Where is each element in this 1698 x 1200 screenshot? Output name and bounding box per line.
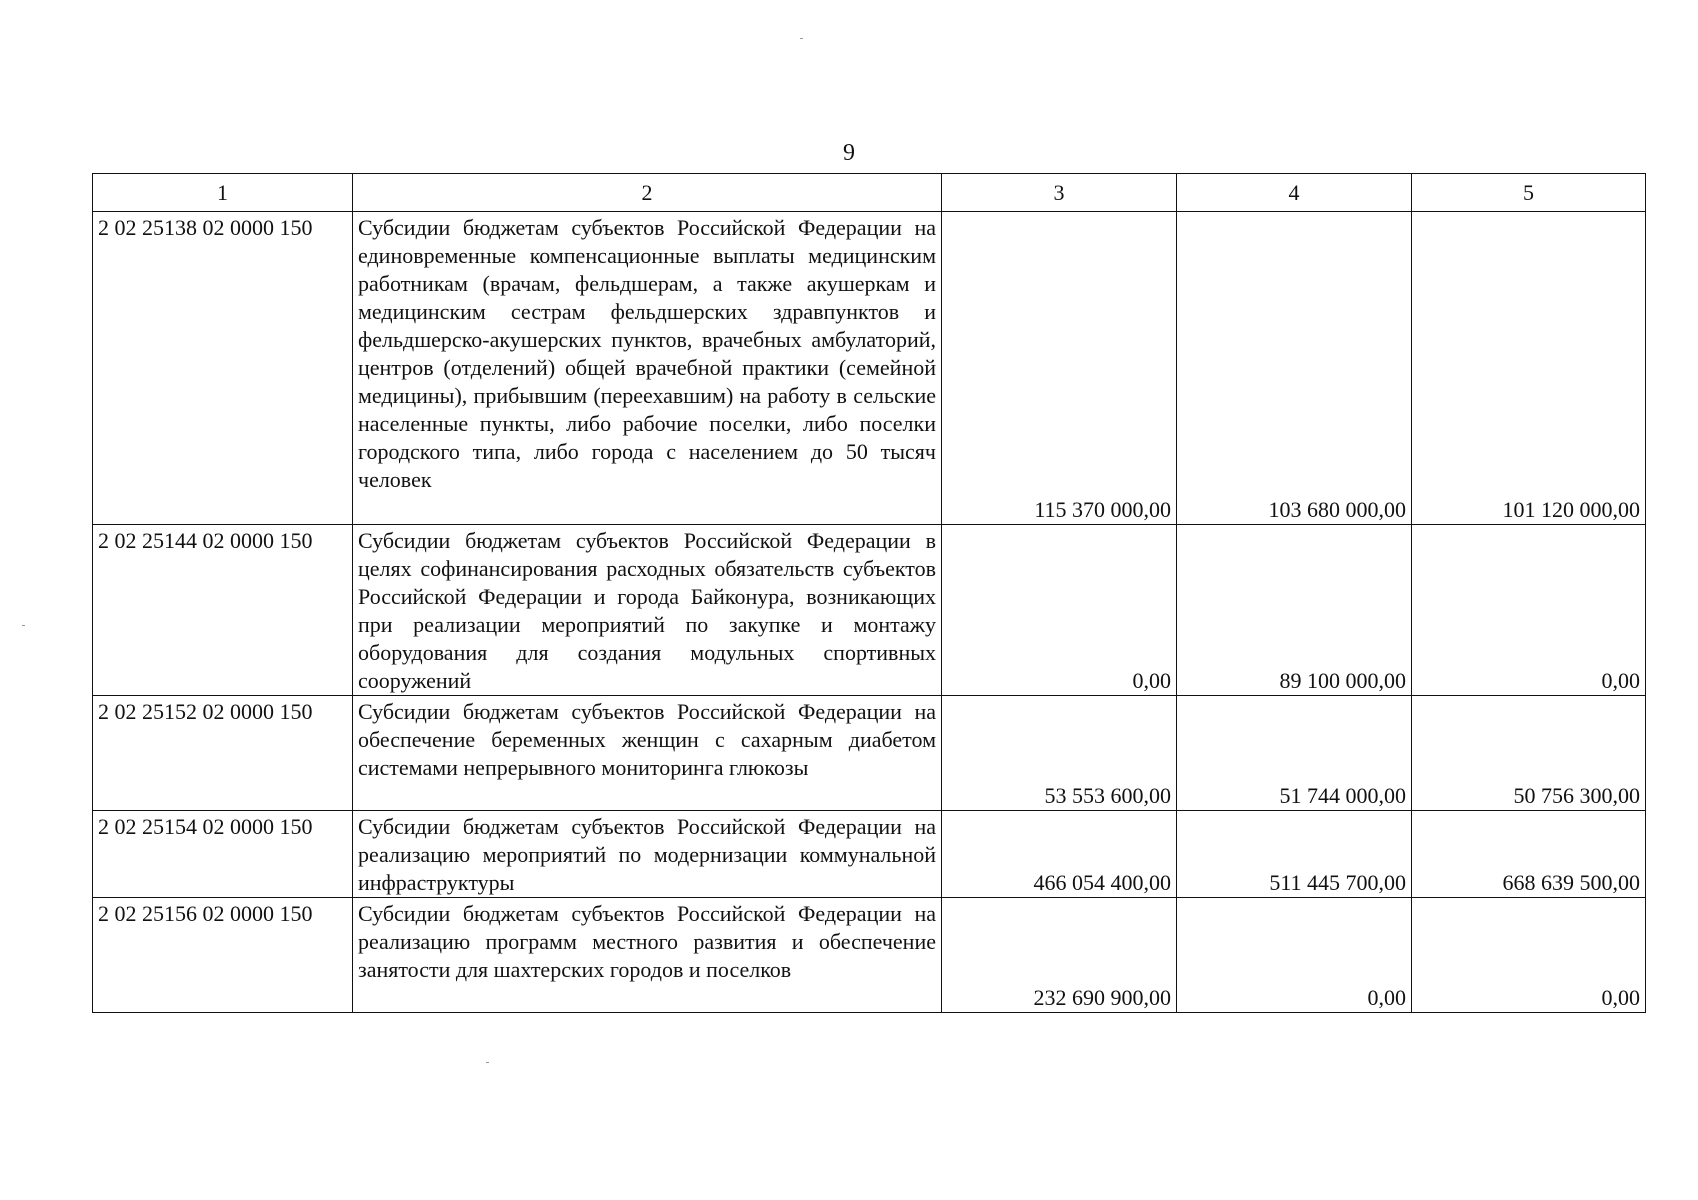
row-amount-col4: 89 100 000,00 (1177, 525, 1412, 696)
row-code: 2 02 25138 02 0000 150 (93, 212, 353, 525)
row-amount-col3: 53 553 600,00 (942, 696, 1177, 811)
table-row (93, 696, 1646, 811)
row-amount-col3: 0,00 (942, 525, 1177, 696)
row-amount-col5: 50 756 300,00 (1412, 696, 1646, 811)
scan-speck (800, 38, 803, 39)
row-code: 2 02 25156 02 0000 150 (93, 898, 353, 1013)
column-header-5: 5 (1412, 174, 1646, 212)
row-description: Субсидии бюджетам субъектов Российской Федерации на реализацию мероприятий по модернизации коммунальной инфраструктуры (353, 811, 942, 898)
budget-table (92, 173, 1646, 1013)
row-amount-col4: 103 680 000,00 (1177, 212, 1412, 525)
table-header-row (93, 174, 1646, 212)
table-row (93, 525, 1646, 696)
column-header-3: 3 (942, 174, 1177, 212)
row-description: Субсидии бюджетам субъектов Российской Федерации на обеспечение беременных женщин с сахарным диабетом системами непрерывного мониторинга глюкозы (353, 696, 942, 811)
row-amount-col5: 668 639 500,00 (1412, 811, 1646, 898)
table-row (93, 898, 1646, 1013)
row-amount-col4: 0,00 (1177, 898, 1412, 1013)
scan-speck (22, 625, 25, 626)
table-row (93, 811, 1646, 898)
row-amount-col4: 51 744 000,00 (1177, 696, 1412, 811)
row-code: 2 02 25152 02 0000 150 (93, 696, 353, 811)
row-amount-col5: 0,00 (1412, 525, 1646, 696)
row-description: Субсидии бюджетам субъектов Российской Федерации на реализацию программ местного развития и обеспечение занятости для шахтерских городов и поселков (353, 898, 942, 1013)
page-number: 9 (843, 140, 855, 166)
table-row (93, 212, 1646, 525)
column-header-4: 4 (1177, 174, 1412, 212)
row-amount-col5: 101 120 000,00 (1412, 212, 1646, 525)
column-header-1: 1 (93, 174, 353, 212)
row-amount-col3: 115 370 000,00 (942, 212, 1177, 525)
row-description: Субсидии бюджетам субъектов Российской Федерации на единовременные компенсационные выплаты медицинским работникам (врачам, фельдшерам, а также акушеркам и медицинским сестрам фельдшерских здравпунктов и фельдшерско-акушерских пунктов, врачебных амбулаторий, центров (отделений) общей врачебной практики (семейной медицины), прибывшим (переехавшим) на работу в сельские населенные пункты, либо рабочие поселки, либо поселки городского типа, либо города с населением до 50 тысяч человек (353, 212, 942, 525)
row-amount-col3: 232 690 900,00 (942, 898, 1177, 1013)
row-amount-col4: 511 445 700,00 (1177, 811, 1412, 898)
row-code: 2 02 25144 02 0000 150 (93, 525, 353, 696)
row-code: 2 02 25154 02 0000 150 (93, 811, 353, 898)
row-amount-col3: 466 054 400,00 (942, 811, 1177, 898)
scan-speck (486, 1062, 489, 1063)
column-header-2: 2 (353, 174, 942, 212)
row-description: Субсидии бюджетам субъектов Российской Федерации в целях софинансирования расходных обязательств субъектов Российской Федерации и города Байконура, возникающих при реализации мероприятий по закупке и монтажу оборудования для создания модульных спортивных сооружений (353, 525, 942, 696)
row-amount-col5: 0,00 (1412, 898, 1646, 1013)
